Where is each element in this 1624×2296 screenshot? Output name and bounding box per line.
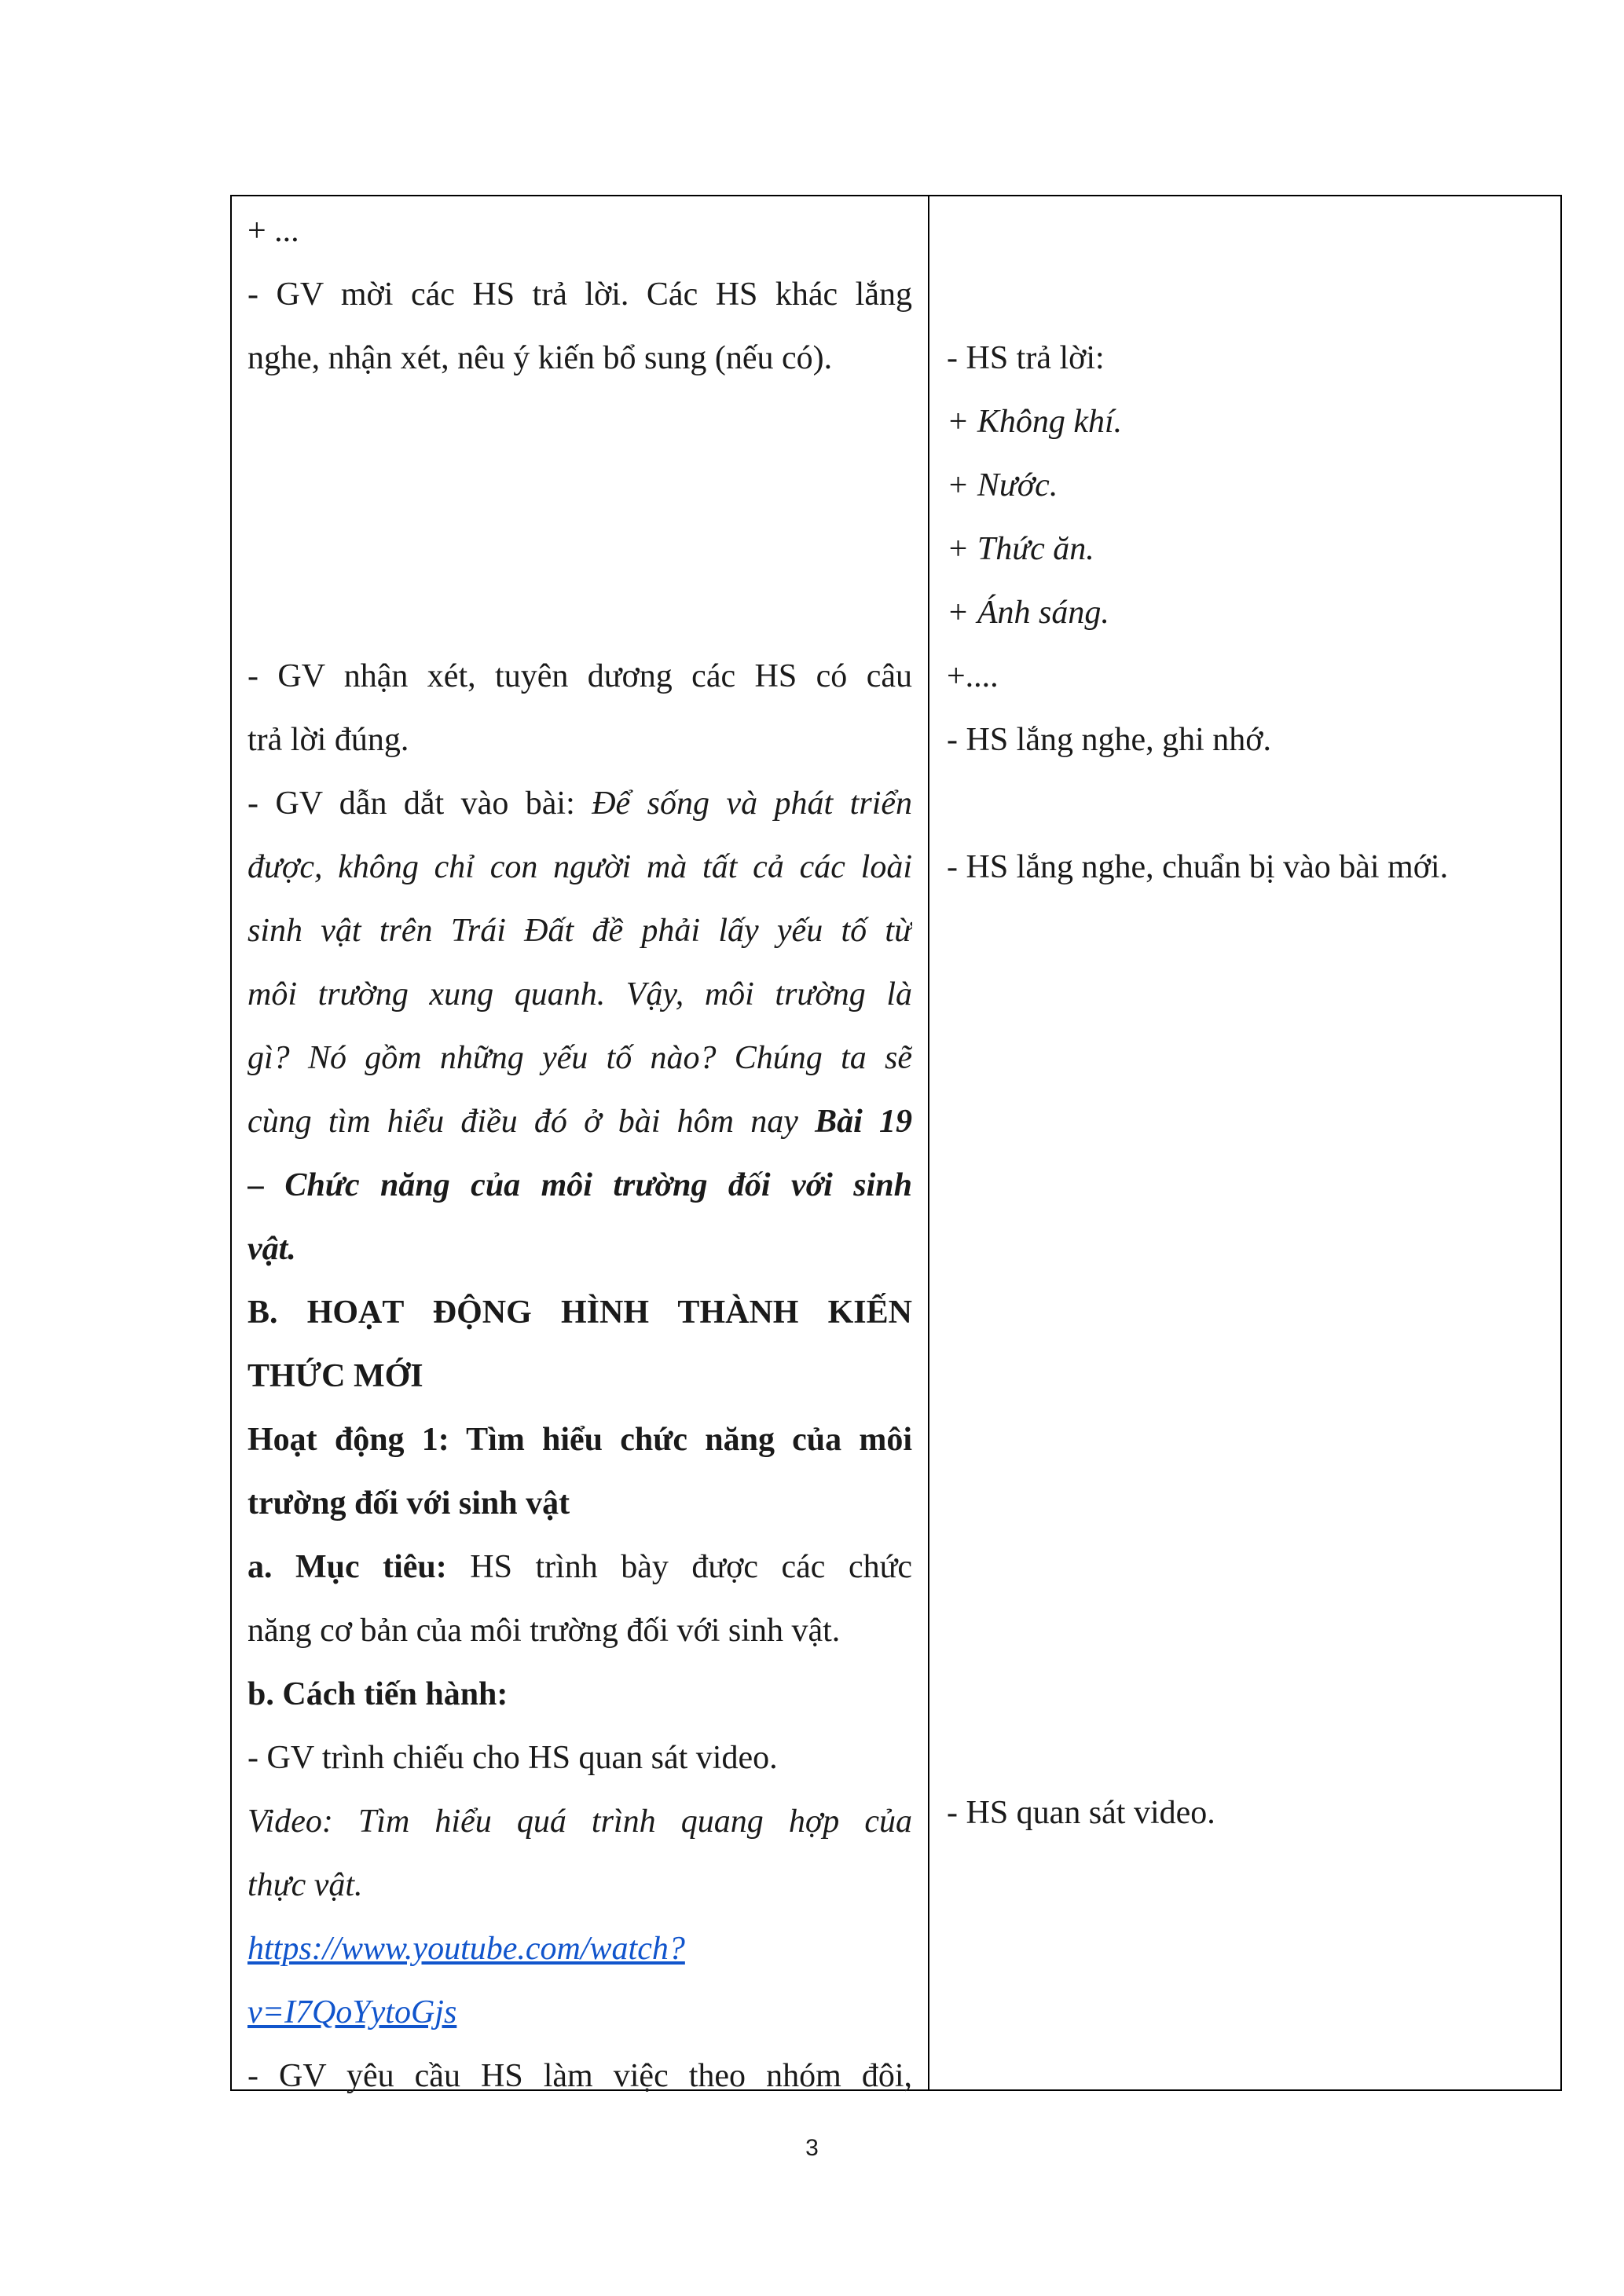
left-line-12: – Chức năng của môi trường đối với sinh xyxy=(247,1167,912,1203)
activity-title-line-2: trường đối với sinh vật xyxy=(247,1485,570,1522)
left-line-22: Video: Tìm hiểu quá trình quang hợp của xyxy=(247,1803,912,1840)
left-line-3: nghe, nhận xét, nêu ý kiến bổ sung (nếu có). xyxy=(247,340,833,376)
right-line-4: + Thức ăn. xyxy=(947,531,1094,567)
left-line-8: sinh vật trên Trái Đất đề phải lấy yếu tố từ xyxy=(247,913,912,949)
section-heading-line-1: B. HOẠT ĐỘNG HÌNH THÀNH KIẾN xyxy=(247,1294,912,1331)
left-line-6 xyxy=(247,772,912,836)
right-line-2: + Không khí. xyxy=(947,404,1123,440)
left-line-4: - GV nhận xét, tuyên dương các HS có câu xyxy=(247,658,912,694)
page-number: 3 xyxy=(805,2135,819,2161)
intro-italic-end: cùng tìm hiểu điều đó ở bài hôm nay xyxy=(247,1104,816,1140)
left-line-26: - GV yêu cầu HS làm việc theo nhóm đôi, xyxy=(247,2058,912,2094)
intro-lead: - GV dẫn dắt vào bài: xyxy=(247,785,592,822)
right-line-7: - HS lắng nghe, ghi nhớ. xyxy=(947,722,1272,758)
lesson-table xyxy=(230,195,1562,2094)
left-line-18 xyxy=(247,1536,912,1599)
video-link-part-2[interactable]: v=I7QoYytoGjs xyxy=(247,1994,457,2031)
right-line-1: - HS trả lời: xyxy=(947,340,1105,376)
activity-title-line-1: Hoạt động 1: Tìm hiểu chức năng của môi xyxy=(247,1422,912,1458)
left-line-1: + ... xyxy=(247,213,299,249)
procedure-label: b. Cách tiến hành: xyxy=(247,1676,508,1712)
left-line-9: môi trường xung quanh. Vậy, môi trường là xyxy=(247,976,912,1013)
column-divider xyxy=(928,196,929,2089)
left-line-11 xyxy=(247,1090,912,1154)
left-line-13: vật. xyxy=(247,1231,296,1267)
left-line-5: trả lời đúng. xyxy=(247,722,409,758)
objective-label: a. Mục tiêu: xyxy=(247,1549,447,1585)
right-line-5: + Ánh sáng. xyxy=(947,595,1109,631)
right-line-3: + Nước. xyxy=(947,467,1058,504)
left-line-21: - GV trình chiếu cho HS quan sát video. xyxy=(247,1740,778,1776)
left-line-2: - GV mời các HS trả lời. Các HS khác lắng xyxy=(247,276,912,313)
video-link-part-1[interactable]: https://www.youtube.com/watch? xyxy=(247,1931,685,1967)
left-line-23: thực vật. xyxy=(247,1867,363,1903)
right-line-9: - HS quan sát video. xyxy=(947,1795,1215,1831)
left-line-19: năng cơ bản của môi trường đối với sinh vật. xyxy=(247,1613,841,1649)
left-line-7: được, không chỉ con người mà tất cả các loài xyxy=(247,849,912,885)
lesson-number: Bài 19 xyxy=(815,1104,912,1140)
video-link-line-1[interactable] xyxy=(247,1917,912,1981)
video-link-line-2[interactable] xyxy=(247,1981,912,2045)
left-line-10: gì? Nó gồm những yếu tố nào? Chúng ta sẽ xyxy=(247,1040,912,1076)
section-heading-line-2: THỨC MỚI xyxy=(247,1358,423,1394)
intro-italic-start: Để sống và phát triển xyxy=(592,785,912,822)
right-line-8: - HS lắng nghe, chuẩn bị vào bài mới. xyxy=(947,849,1449,885)
right-line-6: +.... xyxy=(947,658,999,694)
objective-text: HS trình bày được các chức xyxy=(446,1549,912,1585)
